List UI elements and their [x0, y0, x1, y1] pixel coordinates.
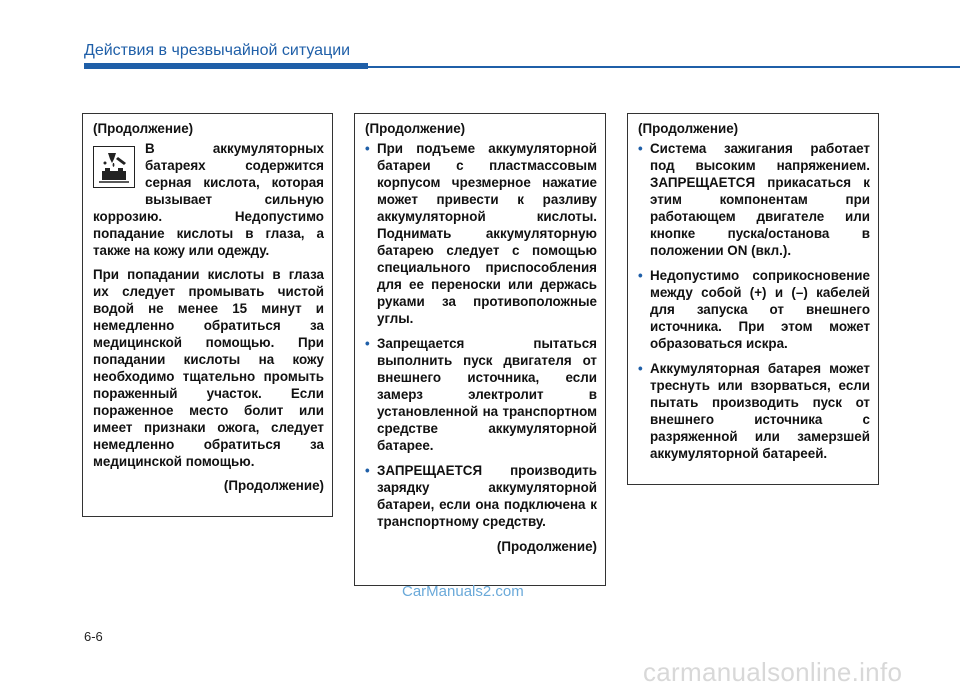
warning-box-1: [82, 113, 333, 517]
list-item: • ЗАПРЕЩАЕТСЯ производить зарядку аккумуляторной батареи, если она подключена к транспортному средству.: [365, 462, 597, 530]
list-item: • Недопустимо соприкосновение между собой (+) и (–) кабелей для запуска от внешнего источника. При этом может образоваться искра.: [638, 267, 870, 352]
continued-label-top: (Продолжение): [365, 121, 466, 136]
first-aid-text: При попадании кислоты в глаза их следует промывать чистой водой не менее 15 минут и немедленно обратиться за медицинской помощью. При попадании кислоты на кожу необходимо тщательно промыть пораженный участок. Если пораженное место болит или имеет признаки ожога, следует немедленно обратиться за медицинской помощью.: [93, 267, 324, 469]
continued-label-bottom: (Продолжение): [223, 478, 324, 493]
page-number: 6-6: [84, 629, 103, 644]
continued-label-top: (Продолжение): [93, 121, 194, 136]
continued-label-bottom: (Продолжение): [496, 539, 597, 554]
list-item: • Система зажигания работает под высоким напряжением. ЗАПРЕЩАЕТСЯ прикасаться к этим компонентам при работающем двигателе или кнопке пуска/останова в положении ON (вкл.).: [638, 140, 870, 259]
warning-list: [638, 140, 870, 462]
warning-box-3: [627, 113, 879, 485]
warning-block: [93, 140, 324, 266]
watermark-link[interactable]: CarManuals2.com: [402, 583, 524, 600]
continued-label-top: (Продолжение): [638, 121, 739, 136]
battery-acid-warning-icon: [93, 146, 135, 188]
warning-box-2: [354, 113, 606, 586]
warning-text: В аккумуляторных батареях содержится серная кислота, которая вызывает сильную коррозию. Недопустимо попадание кислоты в глаза, а также на кожу или одежду.: [93, 141, 324, 258]
list-item: • Аккумуляторная батарея может треснуть или взорваться, если пытать производить пуск от внешнего источника с разряженной или замерзшей аккумуляторной батареей.: [638, 360, 870, 462]
watermark-bottom: carmanualsonline.info: [643, 657, 903, 687]
section-title: Действия в чрезвычайной ситуации: [84, 42, 351, 59]
list-item: • Запрещается пытаться выполнить пуск двигателя от внешнего источника, если замерз электролит в установленной на транспортном средстве аккумуляторной батарее.: [365, 335, 597, 454]
header-rule: [84, 66, 960, 68]
warning-list: [365, 140, 597, 530]
list-item: • При подъеме аккумуляторной батареи с пластмассовым корпусом чрезмерное нажатие может привести к разливу аккумуляторной кислоты. Поднимать аккумуляторную батарею следует с помощью специального приспособления для ее переноски или держась руками за противоположные углы.: [365, 140, 597, 327]
